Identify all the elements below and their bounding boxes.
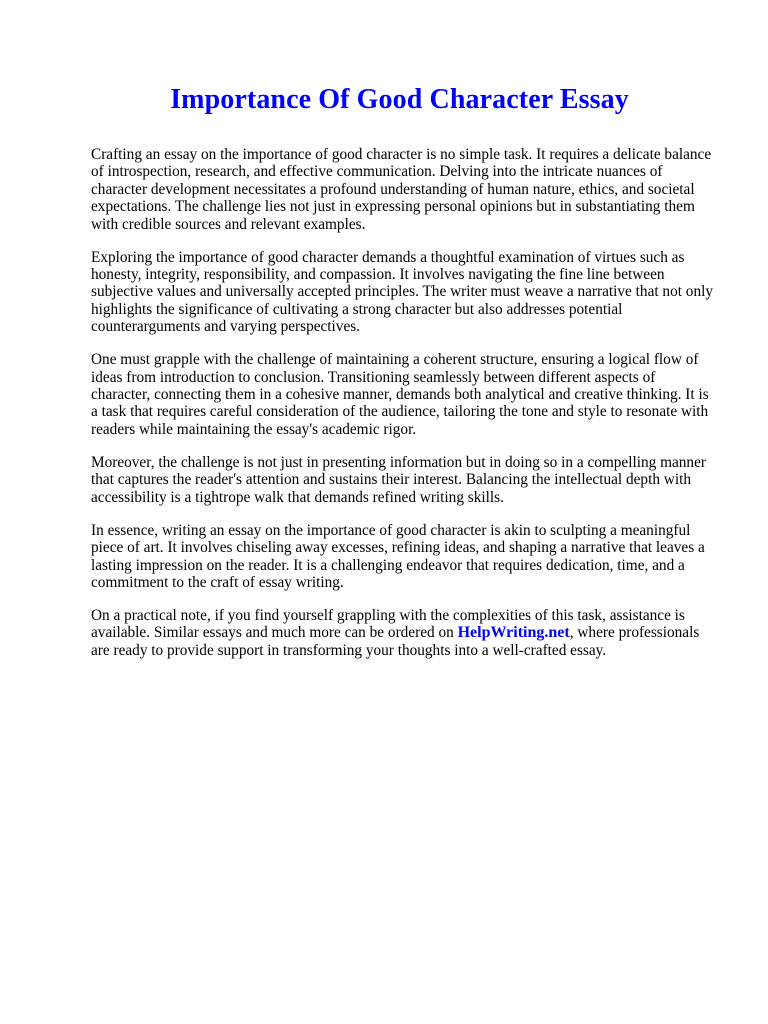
paragraph-6-text-after-link: , where professionals are ready to provide support in transforming your thoughts into a well-crafted essay. [91, 624, 700, 659]
paragraph-3: One must grapple with the challenge of maintaining a coherent structure, ensuring a logical flow of ideas from introduction to conclusion. Transitioning seamlessly between different aspects of character, connecting them in a cohesive manner, demands both analytical and creative thinking. It is a task that requires careful consideration of the audience, tailoring the tone and style to resonate with readers while maintaining the essay's academic rigor. [91, 351, 709, 438]
document-title: Importance Of Good Character Essay [170, 84, 629, 115]
paragraph-6 [91, 607, 713, 659]
paragraph-1: Crafting an essay on the importance of good character is no simple task. It requires a delicate balance of introspection, research, and effective communication. Delving into the intricate nuances of character development necessitates a profound understanding of human nature, ethics, and societal expectations. The challenge lies not just in expressing personal opinions but in substantiating them with credible sources and relevant examples. [91, 146, 712, 233]
document-body [91, 146, 713, 659]
paragraph-6-text-before-link: On a practical note, if you find yourself grappling with the complexities of this task, assistance is available. Similar essays and much more can be ordered on [91, 606, 685, 642]
paragraph-5: In essence, writing an essay on the importance of good character is akin to sculpting a meaningful piece of art. It involves chiseling away excesses, refining ideas, and shaping a narrative that leaves a lasting impression on the reader. It is a challenging endeavor that requires dedication, time, and a commitment to the craft of essay writing. [91, 521, 705, 591]
helpwriting-link[interactable]: HelpWriting.net [457, 624, 570, 642]
paragraph-4: Moreover, the challenge is not just in presenting information but in doing so in a compelling manner that captures the reader's attention and sustains their interest. Balancing the intellectual depth with accessibility is a tightrope walk that demands refined writing skills. [91, 453, 706, 506]
paragraph-2: Exploring the importance of good character demands a thoughtful examination of virtues such as honesty, integrity, responsibility, and compassion. It involves navigating the fine line between subjective values and universally accepted principles. The writer must weave a narrative that not only highlights the significance of cultivating a strong character but also addresses potential counterarguments and varying perspectives. [91, 248, 713, 336]
